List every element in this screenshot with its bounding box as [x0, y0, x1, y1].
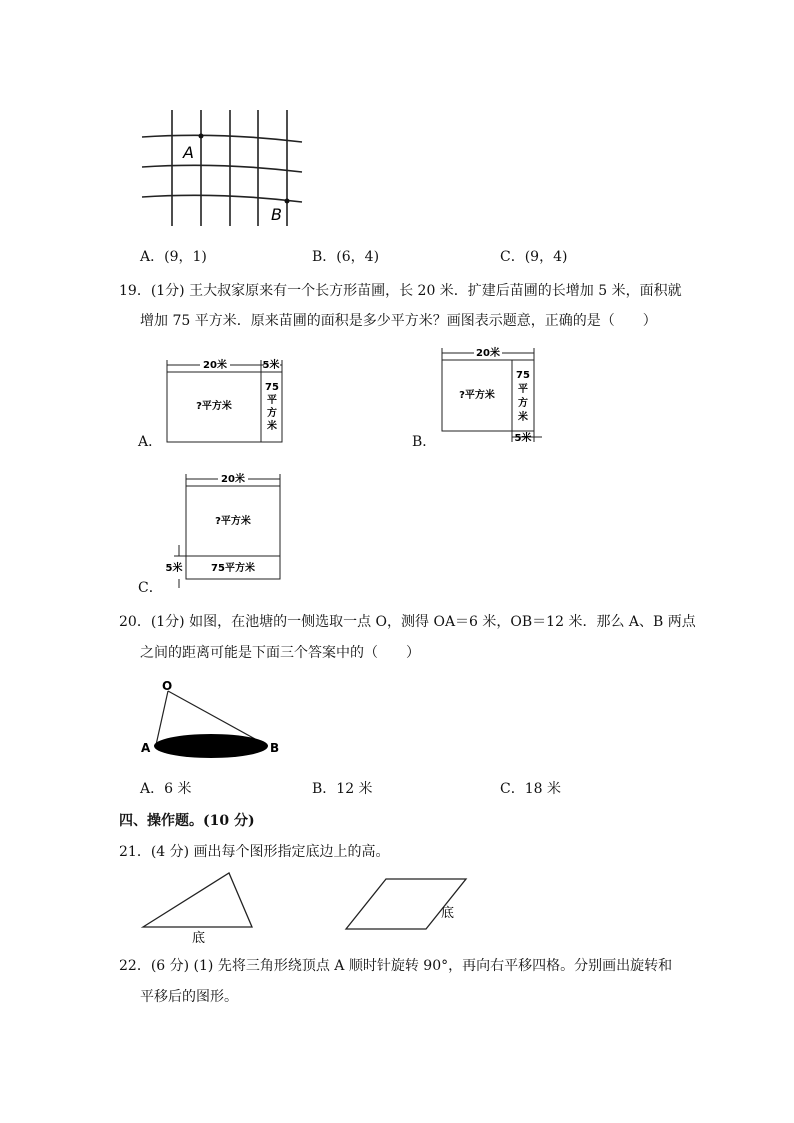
pond-ellipse — [154, 734, 268, 758]
fig-a-area-add-2: 平 — [267, 395, 277, 406]
q20-option-c[interactable]: C．18 米 — [500, 781, 561, 797]
q18-option-b[interactable]: B．(6，4) — [312, 249, 380, 265]
grid-label-a: A — [183, 143, 194, 162]
q20-text-line1: 20．(1分) 如图，在池塘的一侧选取一点 O，测得 OA＝6 米，OB＝12 米．那么 A、B 两点 — [119, 614, 696, 630]
q19-option-a-label[interactable]: A． — [138, 434, 163, 450]
q19-text-line1: 19．(1分) 王大叔家原来有一个长方形苗圃，长 20 米．扩建后苗圃的长增加 5 米，面积就 — [119, 283, 682, 299]
q21-parallelogram — [342, 874, 472, 934]
q18-grid-figure — [140, 106, 310, 231]
fig-b-area-add-1: 75 — [516, 370, 530, 381]
q20-option-b[interactable]: B．12 米 — [312, 781, 373, 797]
q21-triangle — [140, 870, 260, 945]
parallelogram-base-label: 底 — [441, 906, 455, 921]
fig-b-area-add-4: 米 — [518, 412, 528, 423]
q19-figure-b — [436, 344, 556, 444]
triangle-base-label: 底 — [192, 931, 206, 946]
q21-text: 21．(4 分) 画出每个图形指定底边上的高。 — [119, 844, 390, 860]
q20-option-a[interactable]: A．6 米 — [140, 781, 192, 797]
fig-a-area-add-4: 米 — [267, 421, 277, 432]
fig-b-area-add-3: 方 — [518, 398, 528, 409]
q20-pond-figure — [138, 676, 288, 766]
fig-b-area-add-2: 平 — [518, 384, 528, 395]
q19-option-b-label[interactable]: B． — [412, 434, 437, 450]
grid-label-b: B — [271, 205, 282, 224]
fig-a-ext-len: 5米 — [262, 360, 280, 371]
fig-b-top-len: 20米 — [476, 348, 500, 359]
fig-a-area-add-1: 75 — [265, 382, 279, 393]
fig-c-ext-len: 5米 — [165, 563, 183, 574]
fig-a-top-len: 20米 — [203, 360, 227, 371]
fig-b-area-q: ?平方米 — [459, 390, 495, 401]
q19-figure-a — [160, 356, 290, 446]
q19-figure-c — [162, 470, 286, 592]
q22-text-line1: 22．(6 分) (1) 先将三角形绕顶点 A 顺时针旋转 90°，再向右平移四格。分别画出旋转和 — [119, 958, 673, 974]
pond-label-b: B — [270, 741, 280, 755]
q18-option-c[interactable]: C．(9，4) — [500, 249, 568, 265]
fig-a-area-q: ?平方米 — [196, 401, 232, 412]
fig-c-area-add: 75平方米 — [211, 563, 255, 574]
q18-option-a[interactable]: A．(9，1) — [140, 249, 207, 265]
q20-text-line2: 之间的距离可能是下面三个答案中的（ ） — [140, 645, 420, 661]
q19-text-line2: 增加 75 平方米．原来苗圃的面积是多少平方米？画图表示题意，正确的是（ ） — [140, 313, 657, 329]
pond-label-o: O — [162, 679, 173, 693]
q22-text-line2: 平移后的图形。 — [140, 989, 238, 1005]
section-4-title: 四、操作题。(10 分) — [119, 813, 255, 829]
fig-c-top-len: 20米 — [221, 474, 245, 485]
q19-option-c-label[interactable]: C． — [138, 580, 163, 596]
fig-c-area-q: ?平方米 — [215, 516, 251, 527]
fig-b-ext-len: 5米 — [514, 433, 532, 444]
pond-label-a: A — [141, 741, 151, 755]
fig-a-area-add-3: 方 — [267, 408, 277, 419]
